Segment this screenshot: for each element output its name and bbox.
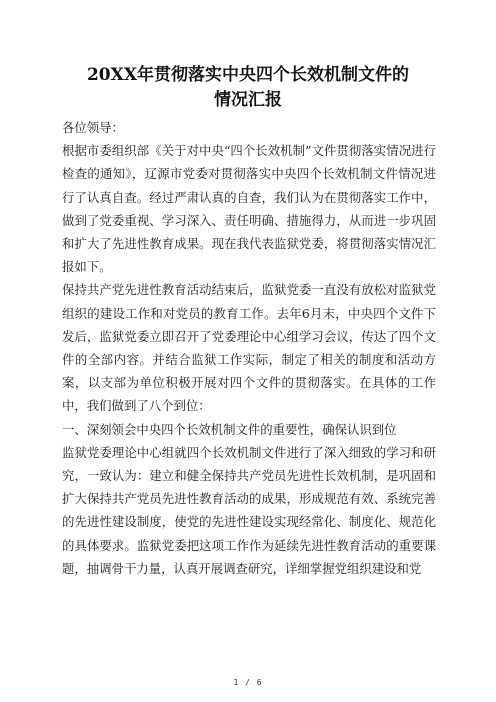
paragraph-intro: 根据市委组织部《关于对中央“四个长效机制”文件贯彻落实情况进行检查的通知》，辽源市党委对贯彻落实中央四个长效机制文件情况进行了认真自查。经过严肃认真的自查，我们认为在贯彻落实工作中，做到了党委重视、学习深入、责任明确、措施得力，从而进一步巩固和扩大了先进性教育成果。现在我代表监狱党委，将贯彻落实情况汇报如下。 — [62, 143, 436, 275]
page-number: 1 / 6 — [233, 678, 263, 687]
document-title-line-1: 20XX年贯彻落实中央四个长效机制文件的 — [86, 65, 410, 85]
paragraph-section-1: 监狱党委理论中心组就四个长效机制文件进行了深入细致的学习和研究，一致认为：建立和健全保持共产党员先进性长效机制，是巩固和扩大保持共产党员先进性教育活动的成果，形成规范有效、系统完善的先进性建设制度，使党的先进性建设实现经常化、制度化、规范化的具体要求。监狱党委把这项工作作为延续先进性教育活动的重要课题，抽调骨干力量，认真开展调查研究，详细掌握党组织建设和党 — [62, 444, 436, 576]
section-heading-1: 一、深刻领会中央四个长效机制文件的重要性，确保认识到位 — [62, 421, 397, 437]
salutation: 各位领导： — [62, 120, 124, 135]
document-title-line-2: 情况汇报 — [214, 90, 282, 110]
paragraph-background: 保持共产党先进性教育活动结束后，监狱党委一直没有放松对监狱党组织的建设工作和对党员的教育工作。去年6月末，中央四个文件下发后，监狱党委立即召开了党委理论中心组学习会议，传达了四个文件的全部内容。并结合监狱工作实际，制定了相关的制度和活动方案，以支部为单位积极开展对四个文件的贯彻落实。在具体的工作中，我们做到了八个到位： — [62, 282, 436, 414]
document-body — [62, 116, 436, 580]
